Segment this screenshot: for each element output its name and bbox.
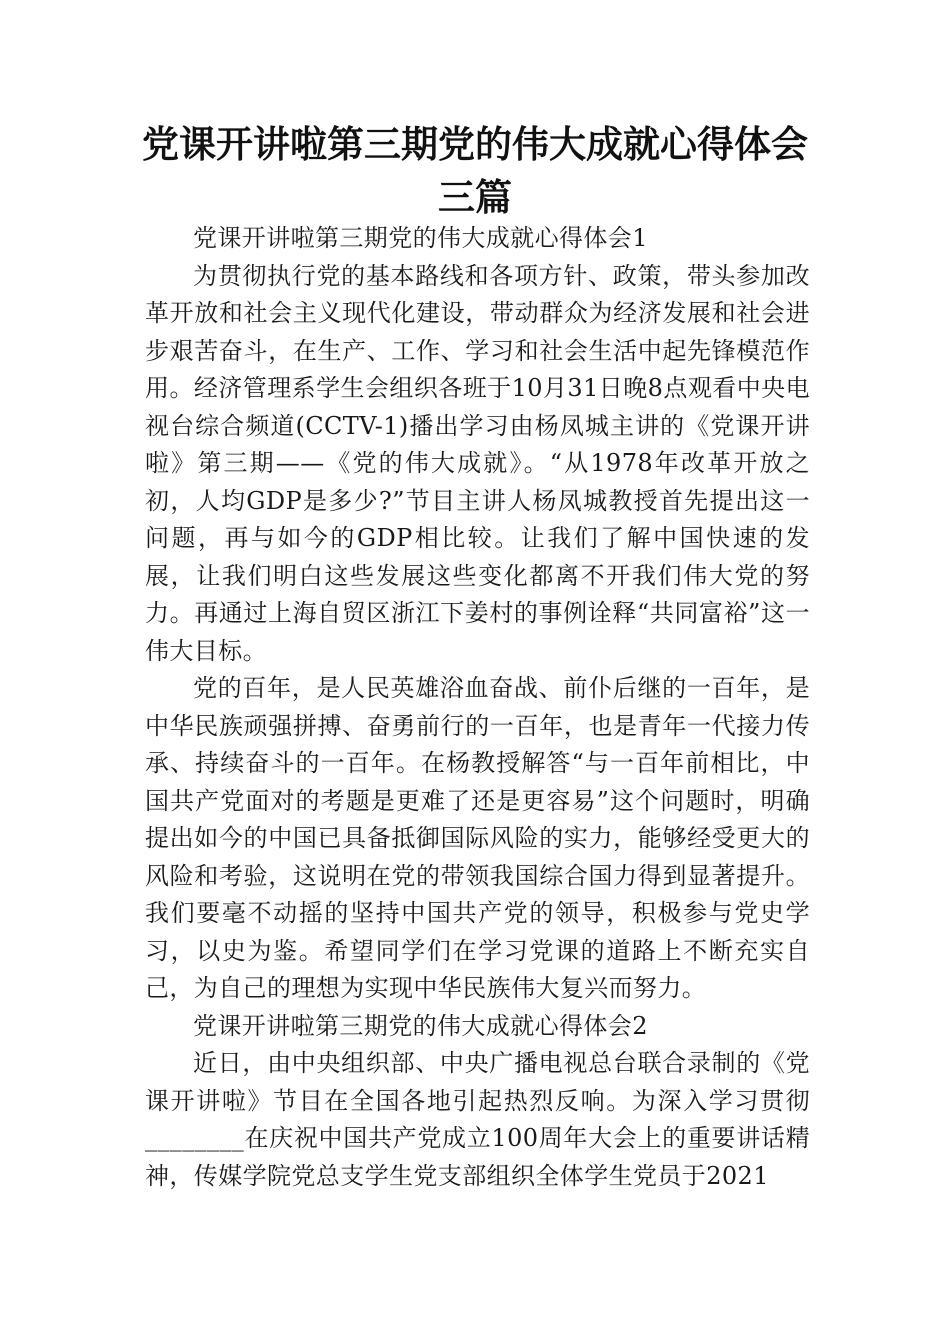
paragraph: 为贯彻执行党的基本路线和各项方针、政策，带头参加改革开放和社会主义现代化建设，带动群众为经济发展和社会进步艰苦奋斗，在生产、工作、学习和社会生活中起先锋模范作用。经济管理系学生会组织各班于10月31日晚8点观看中央电视台综合频道(CCTV-1)播出学习由杨凤城主讲的《党课开讲啦》第三期——《党的伟大成就》。“从1978年改革开放之初，人均GDP是多少?”节目主讲人杨凤城教授首先提出这一问题，再与如今的GDP相比较。让我们了解中国快速的发展，让我们明白这些发展这些变化都离不开我们伟大党的努力。再通过上海自贸区浙江下姜村的事例诠释“共同富裕”这一伟大目标。	[145, 261, 810, 665]
paragraph: 党的百年，是人民英雄浴血奋战、前仆后继的一百年，是中华民族顽强拼搏、奋勇前行的一百年，也是青年一代接力传承、持续奋斗的一百年。在杨教授解答“与一百年前相比，中国共产党面对的考题是更难了还是更容易”这个问题时，明确提出如今的中国已具备抵御国际风险的实力，能够经受更大的风险和考验，这说明在党的带领我国综合国力得到显著提升。我们要毫不动摇的坚持中国共产党的领导，积极参与党史学习，以史为鉴。希望同学们在学习党课的道路上不断充实自己，为自己的理想为实现中华民族伟大复兴而努力。	[145, 674, 810, 1002]
document-body	[145, 220, 810, 1195]
document-title: 党课开讲啦第三期党的伟大成就心得体会三篇	[142, 123, 808, 219]
section-heading-1: 党课开讲啦第三期党的伟大成就心得体会1	[193, 224, 648, 252]
section-heading-2: 党课开讲啦第三期党的伟大成就心得体会2	[193, 1011, 648, 1040]
paragraph: 近日，由中央组织部、中央广播电视总台联合录制的《党课开讲啦》节目在全国各地引起热烈反响。为深入学习贯彻________在庆祝中国共产党成立100周年大会上的重要讲话精神，传媒学院党总支学生党支部组织全体学生党员于2021	[145, 1049, 810, 1190]
